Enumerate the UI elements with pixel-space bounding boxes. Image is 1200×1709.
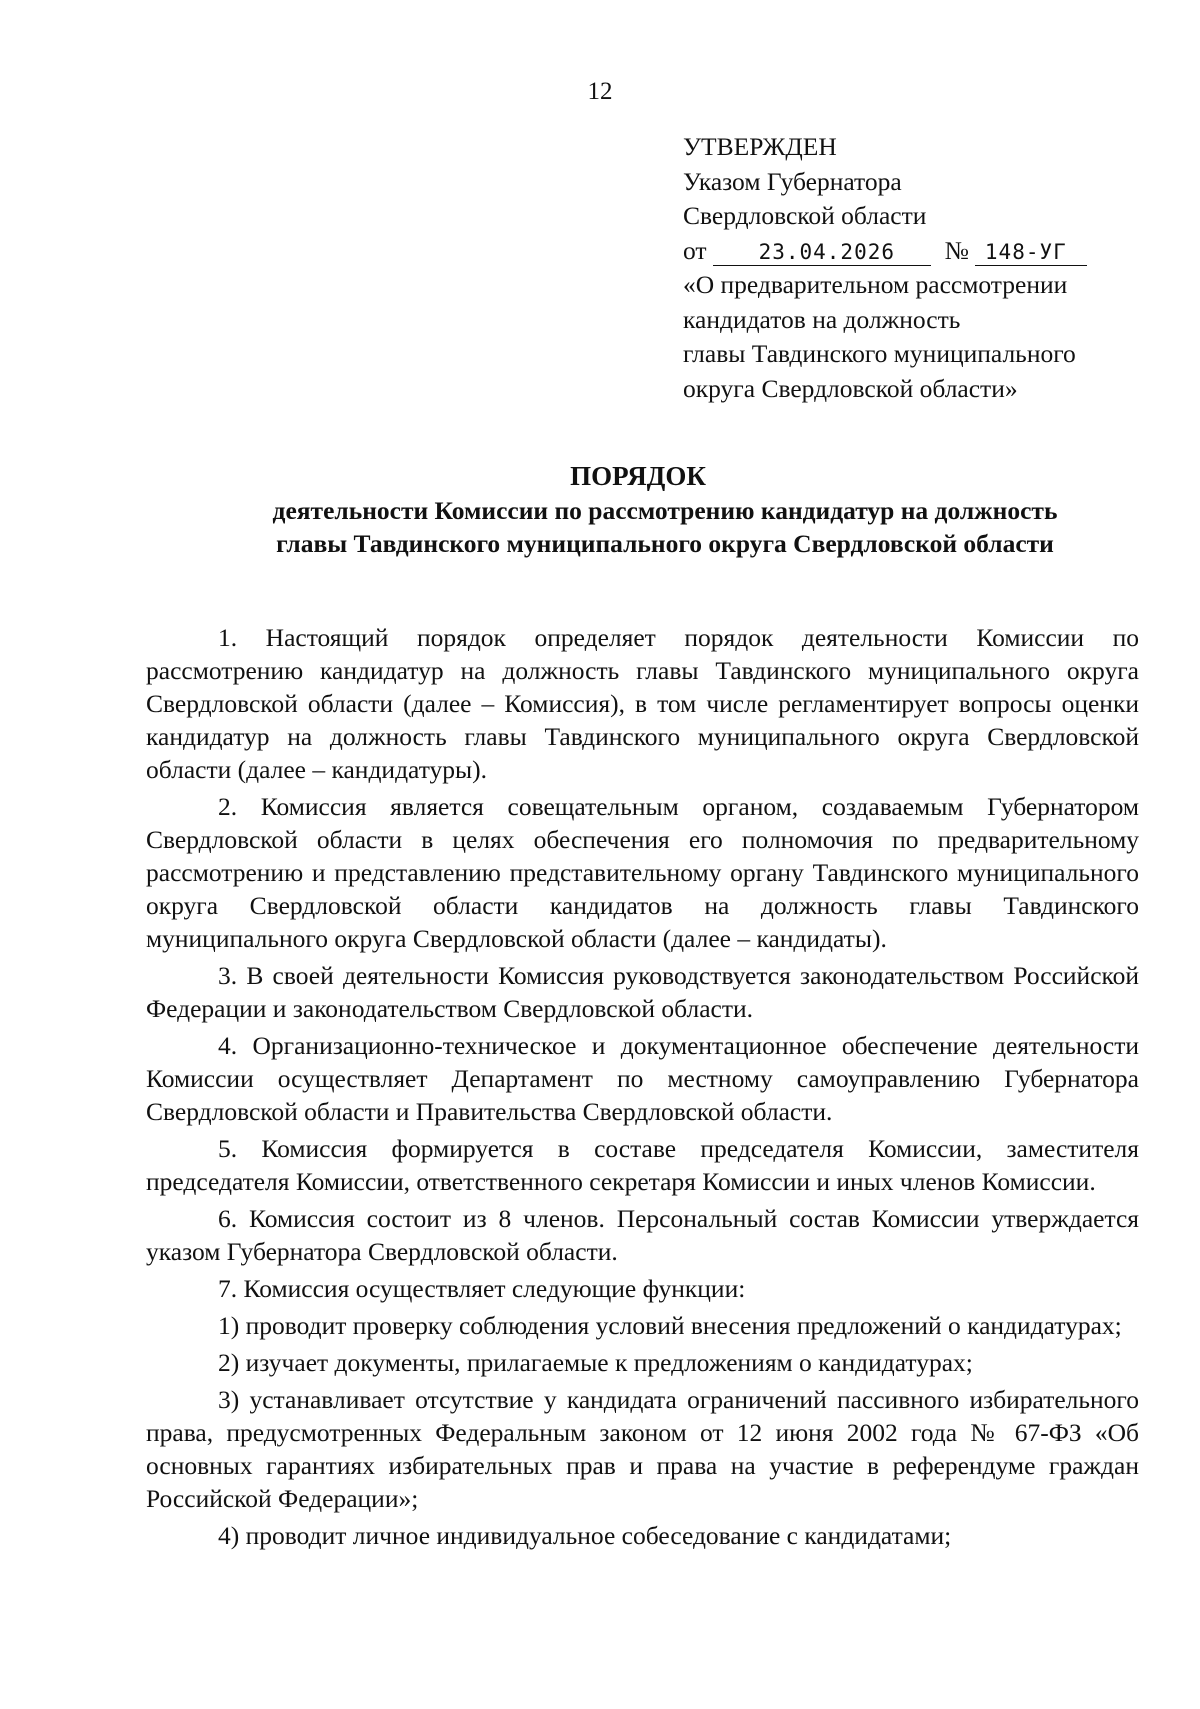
document-body [146,621,1139,1556]
paragraph: 2. Комиссия является совещательным органом, создаваемым Губернатором Свердловской области в целях обеспечения его полномочия по предварительному рассмотрению и представлению представительному органу Тавдинского муниципального округа Свердловской области кандидатов на должность главы Тавдинского муниципального округа Свердловской области (далее – кандидаты). [146,792,1139,953]
approval-subject-line-4: округа Свердловской области» [683,373,1018,403]
approval-stamp-block [683,130,1163,406]
paragraph: 1. Настоящий порядок определяет порядок деятельности Комиссии по рассмотрению кандидатур на должность главы Тавдинского муниципального округа Свердловской области (далее – Комиссия), в том числе регламентирует вопросы оценки кандидатур на должность главы Тавдинского муниципального округа Свердловской области (далее – кандидатуры). [146,623,1139,784]
list-item: 4) проводит личное индивидуальное собеседование с кандидатами; [218,1521,952,1550]
approval-subject-line-1: «О предварительном рассмотрении [683,270,1068,299]
paragraph: 3. В своей деятельности Комиссия руководствуется законодательством Российской Федерации и законодательством Свердловской области. [146,961,1139,1023]
approval-date-number-line [683,234,1163,269]
approval-subject-line-2: кандидатов на должность [683,304,961,334]
date-prefix: от [683,235,707,265]
approval-subject-line-3: главы Тавдинского муниципального [683,339,1076,368]
list-item: 1) проводит проверку соблюдения условий внесения предложений о кандидатурах; [218,1311,1122,1340]
approval-heading: УТВЕРЖДЕН [683,132,837,161]
list-item: 3) устанавливает отсутствие у кандидата ограничений пассивного избирательного права, предусмотренных Федеральным законом от 12 июня 2002 года № 67-ФЗ «Об основных гарантиях избирательных прав и права на участие в референдуме граждан Российской Федерации»; [146,1385,1139,1513]
paragraph: 6. Комиссия состоит из 8 членов. Персональный состав Комиссии утверждается указом Губернатора Свердловской области. [146,1204,1139,1266]
approval-line-2: Свердловской области [683,201,927,230]
page-number: 12 [587,78,613,105]
list-item: 2) изучает документы, прилагаемые к предложениям о кандидатурах; [218,1348,973,1377]
number-label: № [944,235,969,265]
document-title [0,458,1200,560]
title-sub-line-2: главы Тавдинского муниципального округа Свердловской области [276,529,1054,558]
title-main: ПОРЯДОК [570,461,706,491]
number-value: 148-УГ [975,239,1087,266]
title-sub-line-1: деятельности Комиссии по рассмотрению кандидатур на должность [272,496,1058,525]
approval-line-1: Указом Губернатора [683,166,902,196]
date-value: 23.04.2026 [713,239,931,266]
paragraph: 7. Комиссия осуществляет следующие функции: [218,1274,746,1303]
paragraph: 4. Организационно-техническое и документационное обеспечение деятельности Комиссии осуществляет Департамент по местному самоуправлению Губернатора Свердловской области и Правительства Свердловской области. [146,1031,1139,1126]
paragraph: 5. Комиссия формируется в составе председателя Комиссии, заместителя председателя Комиссии, ответственного секретаря Комиссии и иных членов Комиссии. [146,1134,1139,1196]
